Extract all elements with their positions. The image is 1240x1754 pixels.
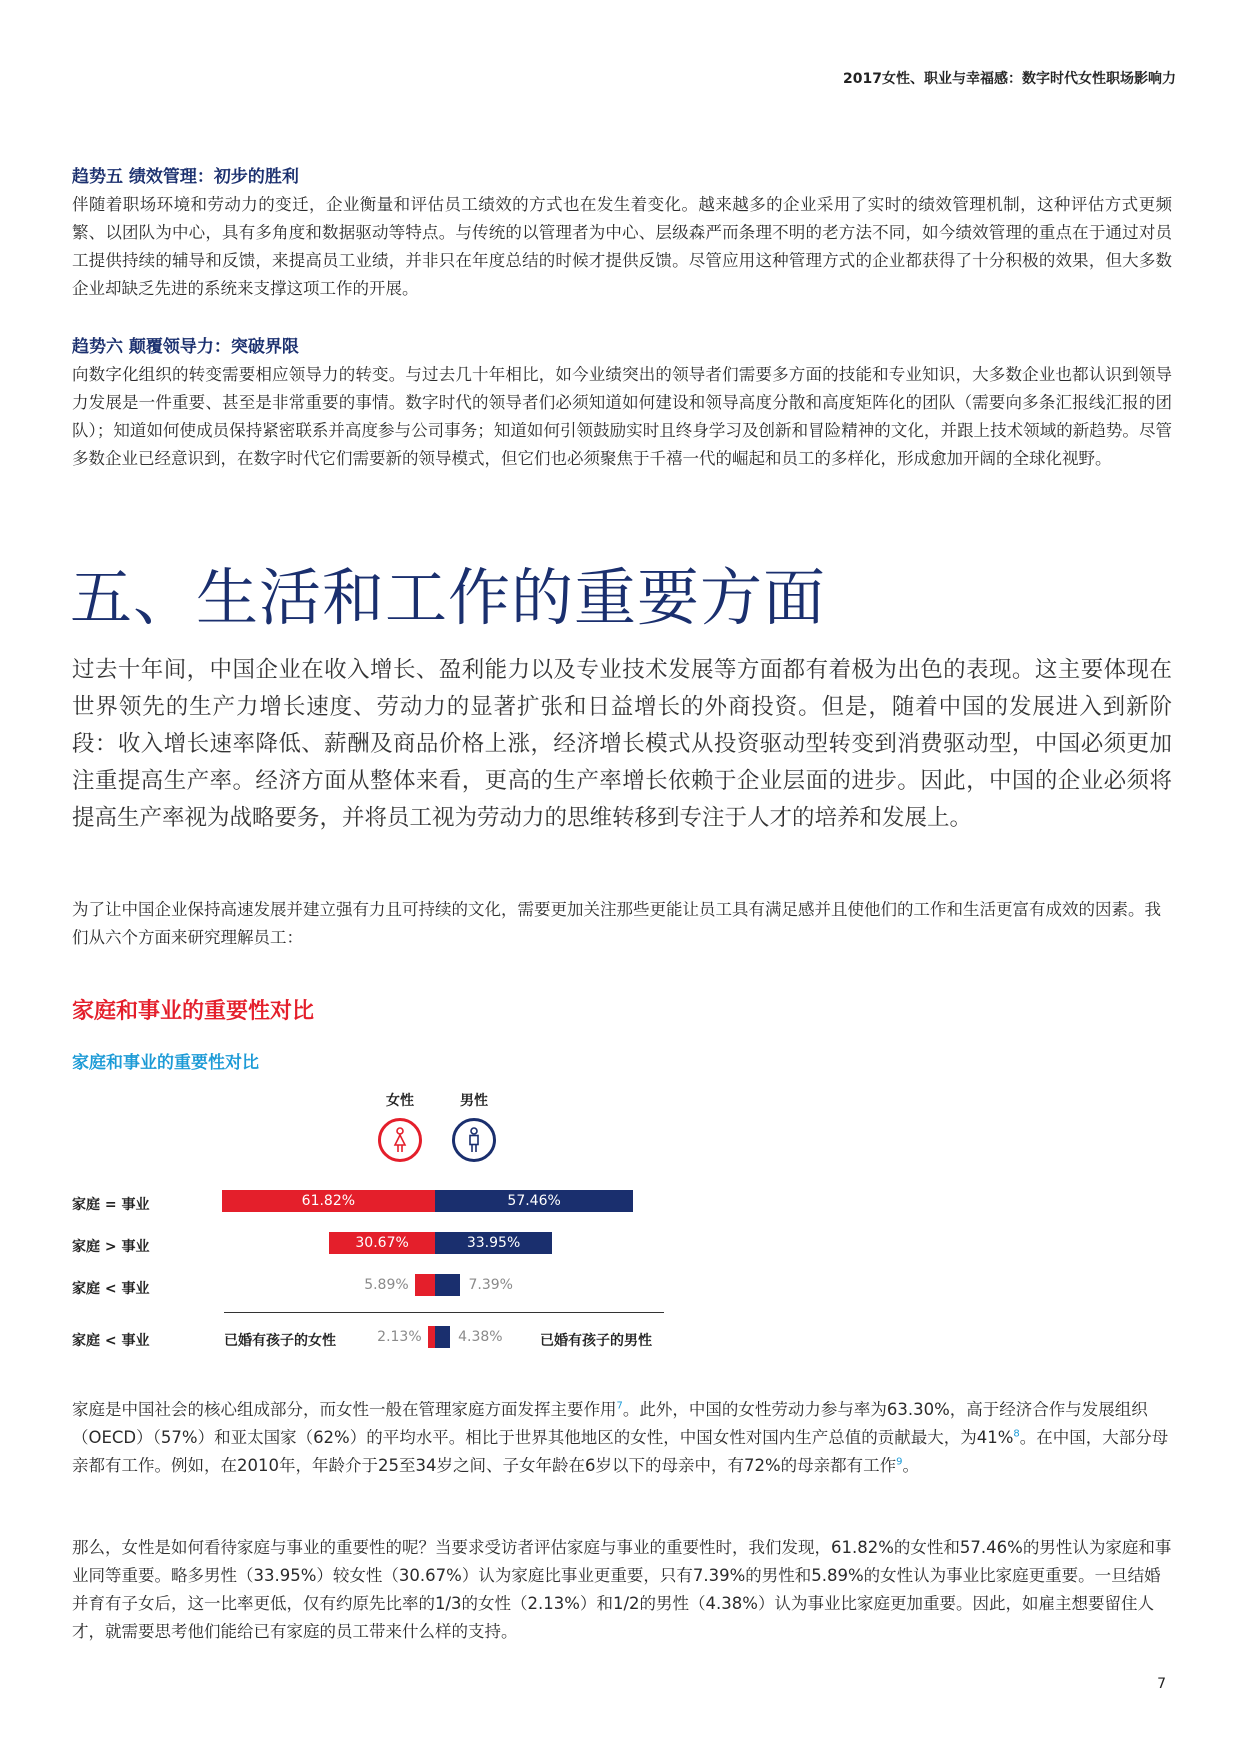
married-male-label: 已婚有孩子的男性 (540, 1333, 652, 1349)
figure-subtitle: 家庭和事业的重要性对比 (72, 1053, 259, 1073)
section-title: 五、生活和工作的重要方面 (70, 561, 827, 634)
section-lead-paragraph: 过去十年间，中国企业在收入增长、盈利能力以及专业技术发展等方面都有着极为出色的表现。这主要体现在世界领先的生产力增长速度、劳动力的显著扩张和日益增长的外商投资。但是，随着中国的发展进入到新阶段：收入增长速率降低、薪酬及商品价格上涨，经济增长模式从投资驱动型转变到消费驱动型，中国必须更加注重提高生产率。经济方面从整体来看，更高的生产率增长依赖于企业层面的进步。因此，中国的企业必须将提高生产率视为战略要务，并将员工视为劳动力的思维转移到专注于人才的培养和发展上。 (72, 657, 1172, 831)
family-career-chart (0, 1090, 1240, 1360)
value-female-3: 2.13% (377, 1329, 422, 1345)
family-paragraph (72, 1396, 1172, 1480)
legend-female-label: 女性 (386, 1093, 414, 1109)
trend-six-heading: 趋势六 颠覆领导力：突破界限 (72, 337, 299, 357)
bar-female-3 (428, 1326, 435, 1348)
value-male-3: 4.38% (458, 1329, 503, 1345)
footnote-ref-8[interactable]: 8 (1013, 1428, 1020, 1440)
trend-six-section (72, 332, 1172, 473)
running-header: 2017女性、职业与幸福感：数字时代女性职场影响力 (843, 71, 1176, 87)
family-paragraph-part-a: 家庭是中国社会的核心组成部分，而女性一般在管理家庭方面发挥主要作用 (72, 1400, 617, 1419)
figure-title: 家庭和事业的重要性对比 (72, 999, 315, 1024)
bar-male-2 (435, 1274, 460, 1296)
footnote-ref-7[interactable]: 7 (616, 1400, 623, 1412)
married-female-label: 已婚有孩子的女性 (224, 1333, 336, 1349)
trend-five-heading: 趋势五 绩效管理：初步的胜利 (72, 167, 299, 187)
value-male-2: 7.39% (468, 1277, 513, 1293)
findings-paragraph: 那么，女性是如何看待家庭与事业的重要性的呢？当要求受访者评估家庭与事业的重要性时，我们发现，61.82%的女性和57.46%的男性认为家庭和事业同等重要。略多男性（33.95%）较女性（30.67%）认为家庭比事业更重要，只有7.39%的男性和5.89%的女性认为事业比家庭更重要。一旦结婚并育有子女后，这一比率更低，仅有约原先比率的1/3的女性（2.13%）和1/2的男性（4.38%）认为事业比家庭更加重要。因此，如雇主想要留住人才，就需要思考他们能给已有家庭的员工带来什么样的支持。 (72, 1538, 1172, 1641)
male-icon (452, 1118, 496, 1162)
bar-female-2 (415, 1274, 435, 1296)
value-male-0: 57.46% (507, 1193, 561, 1209)
trend-five-section (72, 162, 1172, 303)
row-label-married-career-greater: 家庭 < 事业 (72, 1333, 150, 1349)
legend-male-label: 男性 (460, 1093, 488, 1109)
value-female-0: 61.82% (301, 1193, 356, 1209)
female-icon (378, 1118, 422, 1162)
family-paragraph-part-b: 。此外，中国的女性劳动力参与率为63.30%，高于经济合作与发展组织（OECD）（57%）和亚太国家（62%）的平均水平。相比于世界其他地区的女性，中国女性对国内生产总值的贡献最大，为41% (72, 1400, 1148, 1447)
family-paragraph-part-c: 。在中国，大部分母亲都有工作。例如，在2010年，年龄介于25至34岁之间、子女年龄在6岁以下的母亲中，有72%的母亲都有工作 (72, 1428, 1169, 1475)
chart-divider (224, 1312, 664, 1313)
bar-male-3 (435, 1326, 450, 1348)
family-paragraph-part-d: 。 (902, 1456, 920, 1475)
row-label-family-greater: 家庭 > 事业 (72, 1239, 150, 1255)
page-number: 7 (1157, 1676, 1166, 1692)
row-label-career-greater: 家庭 < 事业 (72, 1281, 150, 1297)
trend-five-body: 伴随着职场环境和劳动力的变迁，企业衡量和评估员工绩效的方式也在发生着变化。越来越多的企业采用了实时的绩效管理机制，这种评估方式更频繁、以团队为中心，具有多角度和数据驱动等特点。与传统的以管理者为中心、层级森严而条理不明的老方法不同，如今绩效管理的重点在于通过对员工提供持续的辅导和反馈，来提高员工业绩，并非只在年度总结的时候才提供反馈。尽管应用这种管理方式的企业都获得了十分积极的效果，但大多数企业却缺乏先进的系统来支撑这项工作的开展。 (72, 195, 1172, 298)
row-label-equal: 家庭 = 事业 (72, 1197, 150, 1213)
value-male-1: 33.95% (466, 1235, 521, 1251)
footnote-ref-9[interactable]: 9 (896, 1456, 903, 1468)
value-female-2: 5.89% (364, 1277, 409, 1293)
trend-six-body: 向数字化组织的转变需要相应领导力的转变。与过去几十年相比，如今业绩突出的领导者们需要多方面的技能和专业知识，大多数企业也都认识到领导力发展是一件重要、甚至是非常重要的事情。数字时代的领导者们必须知道如何建设和领导高度分散和高度矩阵化的团队（需要向多条汇报线汇报的团队）；知道如何使成员保持紧密联系并高度参与公司事务；知道如何引领鼓励实时且终身学习及创新和冒险精神的文化，并跟上技术领域的新趋势。尽管多数企业已经意识到，在数字时代它们需要新的领导模式，但它们也必须聚焦于千禧一代的崛起和员工的多样化，形成愈加开阔的全球化视野。 (72, 365, 1172, 468)
value-female-1: 30.67% (355, 1235, 409, 1251)
section-intro-paragraph: 为了让中国企业保持高速发展并建立强有力且可持续的文化，需要更加关注那些更能让员工具有满足感并且使他们的工作和生活更富有成效的因素。我们从六个方面来研究理解员工： (72, 900, 1161, 947)
